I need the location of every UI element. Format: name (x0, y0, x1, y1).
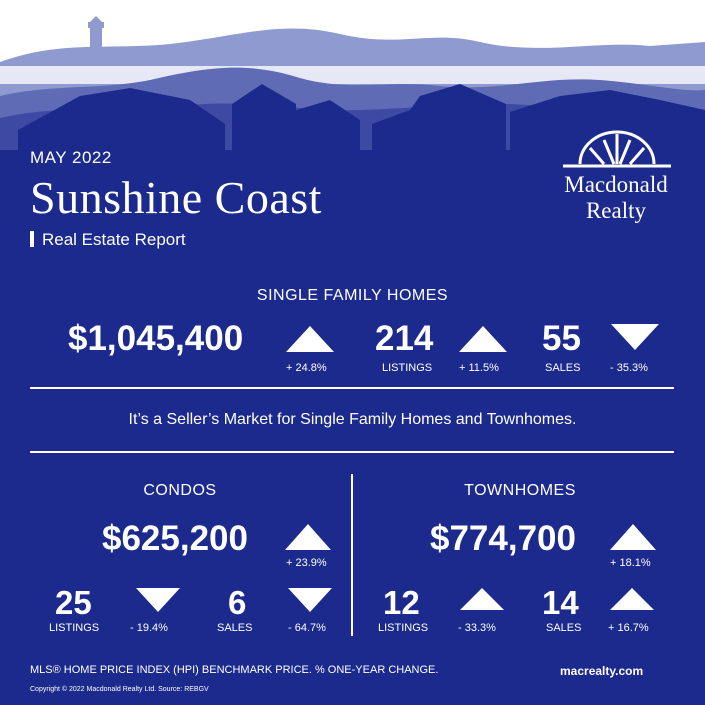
sf-sales-value: 55 (542, 319, 581, 358)
report-subtitle (30, 230, 186, 250)
market-statement: It’s a Seller’s Market for Single Family Homes and Townhomes. (128, 411, 577, 428)
sf-listings-change: + 11.5% (459, 362, 499, 374)
condo-listings-change: - 19.4% (130, 622, 168, 634)
town-sales-label: SALES (546, 622, 582, 634)
condo-sales-label: SALES (217, 622, 253, 634)
hpi-footnote: MLS® HOME PRICE INDEX (HPI) BENCHMARK PRICE. % ONE-YEAR CHANGE. (30, 664, 439, 676)
condo-price-change: + 23.9% (286, 557, 327, 569)
divider-middle (30, 451, 674, 453)
sf-sales-label: SALES (545, 362, 581, 374)
condo-listings-label: LISTINGS (49, 622, 100, 634)
town-listings-label: LISTINGS (378, 622, 429, 634)
subtitle-marker (30, 231, 34, 247)
sf-sales-change: - 35.3% (610, 362, 648, 374)
sf-price-value: $1,045,400 (68, 319, 244, 358)
condo-listings-value: 25 (55, 584, 92, 621)
sf-listings-value: 214 (375, 319, 434, 358)
condos-heading: CONDOS (143, 482, 217, 499)
town-listings-value: 12 (383, 584, 420, 621)
website-link[interactable]: macrealty.com (560, 664, 644, 678)
brand-logo-text: Macdonald Realty (564, 172, 668, 223)
divider-vertical (351, 474, 353, 636)
town-listings-change: - 33.3% (458, 622, 496, 634)
subtitle-text: Real Estate Report (42, 230, 186, 249)
sf-listings-label: LISTINGS (382, 362, 433, 374)
town-sales-change: + 16.7% (608, 622, 649, 634)
sf-price-change: + 24.8% (286, 362, 327, 374)
report-month: MAY 2022 (30, 148, 112, 167)
condo-price-value: $625,200 (102, 519, 248, 558)
single-family-heading: SINGLE FAMILY HOMES (256, 287, 449, 304)
town-price-change: + 18.1% (610, 557, 651, 569)
townhomes-heading: TOWNHOMES (464, 482, 576, 499)
town-sales-value: 14 (542, 584, 579, 621)
condo-sales-value: 6 (228, 584, 247, 621)
page-title: Sunshine Coast (30, 172, 322, 223)
town-price-value: $774,700 (430, 519, 576, 558)
copyright-notice: Copyright © 2022 Macdonald Realty Ltd. Source: REBGV (30, 686, 209, 693)
condo-sales-change: - 64.7% (288, 622, 326, 634)
divider-top (30, 387, 674, 389)
